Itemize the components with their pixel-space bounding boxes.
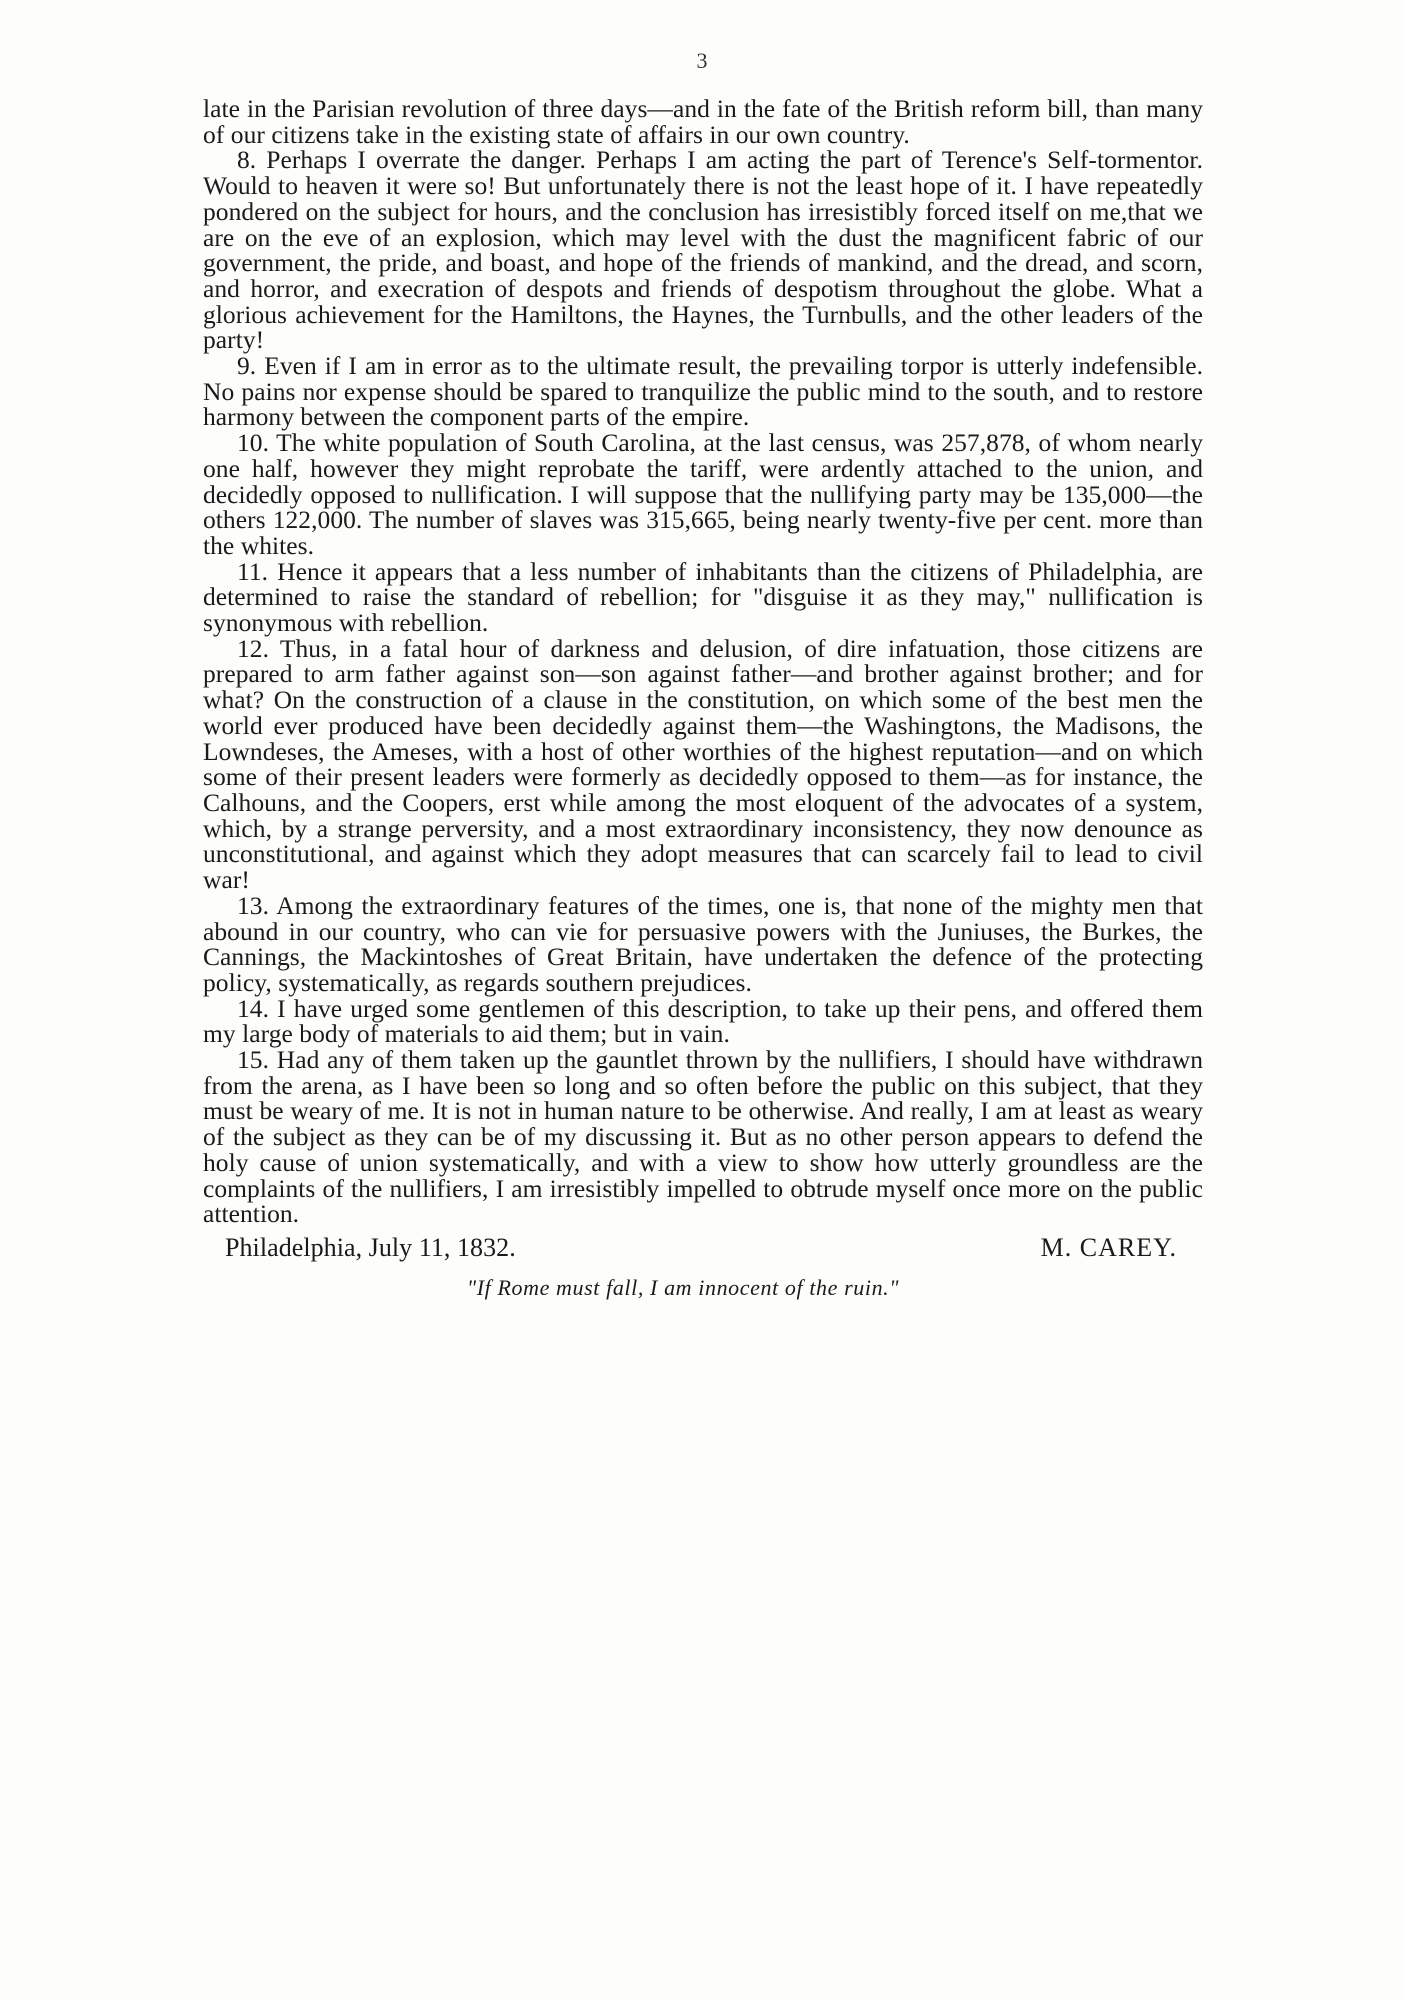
- paragraph-14: 14. I have urged some gentlemen of this description, to take up their pens, and offered them my large body of materials to aid them; but in vain.: [203, 993, 1203, 1049]
- place-date: Philadelphia, July 11, 1832.: [225, 1232, 516, 1262]
- page-number: 3: [696, 48, 708, 73]
- paragraph-8: 8. Perhaps I overrate the danger. Perhaps I am acting the part of Terence's Self-tormentor. Would to heaven it were so! But unfortunately there is not the least hope of it. I have repeatedly pondered on the subject for hours, and the conclusion has irresistibly forced itself on me,that we are on the eve of an explosion, which may level with the dust the magnificent fabric of our government, the pride, and boast, and hope of the friends of mankind, and the dread, and scorn, and horror, and execration of despots and friends of despotism throughout the globe. What a glorious achievement for the Hamiltons, the Haynes, the Turnbulls, and the other leaders of the party!: [203, 145, 1203, 355]
- paragraph-11: 11. Hence it appears that a less number of inhabitants than the citizens of Philadelphia, are determined to raise the standard of rebellion; for "disguise it as they may," nullification is synonymous with rebellion.: [203, 556, 1203, 638]
- closing-motto: "If Rome must fall, I am innocent of the ruin.": [466, 1274, 900, 1300]
- body-text: [203, 96, 1203, 1300]
- paragraph-13: 13. Among the extraordinary features of the times, one is, that none of the mighty men that abound in our country, who can vie for persuasive powers with the Juniuses, the Burkes, the Cannings, the Mackintoshes of Great Britain, have undertaken the defence of the protecting policy, systematically, as regards southern prejudices.: [203, 890, 1203, 997]
- paragraph-continuation: late in the Parisian revolution of three days—and in the fate of the British reform bill, than many of our citizens take in the existing state of affairs in our own country.: [203, 94, 1203, 149]
- paragraph-10: 10. The white population of South Carolina, at the last census, was 257,878, of whom nearly one half, however they might reprobate the tariff, were ardently attached to the union, and decidedly opposed to nullification. I will suppose that the nullifying party may be 135,000—the others 122,000. The number of slaves was 315,665, being nearly twenty-five per cent. more than the whites.: [203, 428, 1203, 560]
- paragraph-15: 15. Had any of them taken up the gauntlet thrown by the nullifiers, I should have withdrawn from the arena, as I have been so long and so often before the public on this subject, that they must be weary of me. It is not in human nature to be otherwise. And really, I am at least as weary of the subject as they can be of my discussing it. But as no other person appears to defend the holy cause of union systematically, and with a view to show how utterly groundless are the complaints of the nullifiers, I am irresistibly impelled to obtrude myself once more on the public attention.: [203, 1045, 1203, 1229]
- signature-line: [203, 1232, 1203, 1262]
- author-name: M. CAREY.: [1040, 1232, 1177, 1262]
- paragraph-9: 9. Even if I am in error as to the ultimate result, the prevailing torpor is utterly indefensible. No pains nor expense should be spared to tranquilize the public mind to the south, and to restore harmony between the component parts of the empire.: [203, 351, 1203, 432]
- paragraph-12: 12. Thus, in a fatal hour of darkness and delusion, of dire infatuation, those citizens are prepared to arm father against son—son against father—and brother against brother; and for what? On the construction of a clause in the constitution, on which some of the best men the world ever produced have been decidedly against them—the Washingtons, the Madisons, the Lowndeses, the Ameses, with a host of other worthies of the highest reputation—and on which some of their present leaders were formerly as decidedly opposed to them—as for instance, the Calhouns, and the Coopers, erst while among the most eloquent of the advocates of a system, which, by a strange perversity, and a most extraordinary inconsistency, they now denounce as unconstitutional, and against which they adopt measures that can scarcely fail to lead to civil war!: [203, 633, 1203, 895]
